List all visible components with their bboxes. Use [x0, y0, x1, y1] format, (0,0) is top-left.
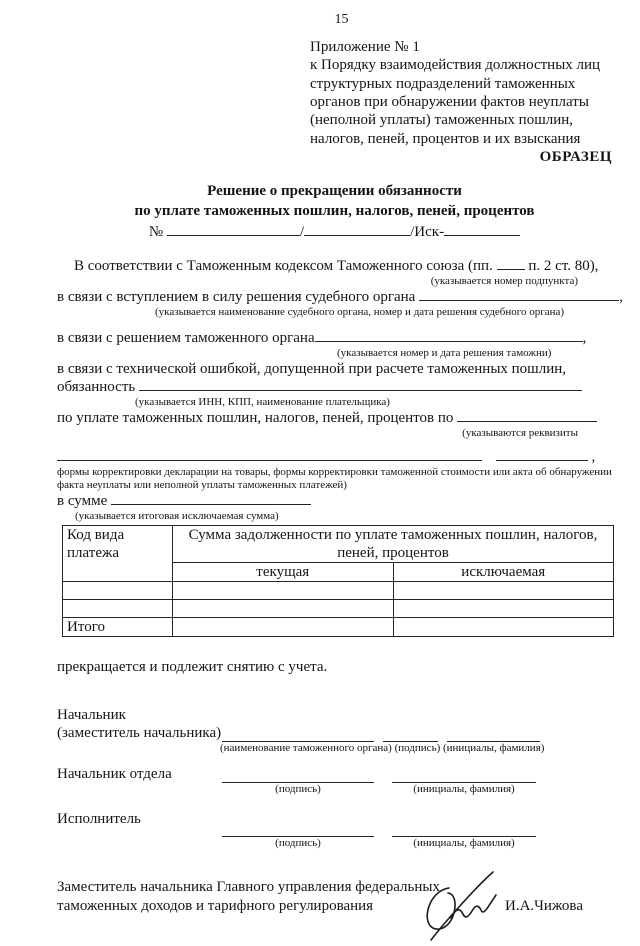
field-caption: (наименование таможенного органа) [220, 741, 392, 754]
blank-field [392, 824, 536, 837]
body-text-segment: обязанность [57, 378, 136, 395]
blank-field [497, 257, 525, 270]
field-caption: (указывается номер подпункта) [430, 274, 578, 287]
field-caption: (подпись) [394, 741, 441, 754]
blank-field [496, 448, 588, 461]
chief-label-line1: Начальник [57, 706, 126, 723]
dept-caption-row [57, 783, 612, 796]
document-number-line [57, 222, 612, 242]
number-separator: / [299, 223, 305, 240]
approver-title-line2: таможенных доходов и тарифного регулирования [57, 897, 374, 914]
blank-field [57, 448, 482, 461]
claim-prefix: /Иск- [410, 223, 445, 240]
body-text-segment: в сумме [57, 492, 108, 509]
sample-label: ОБРАЗЕЦ [539, 149, 612, 166]
field-caption: (указывается номер и дата решения таможни) [337, 346, 552, 359]
table-cell [173, 599, 394, 617]
handwritten-signature [415, 866, 535, 946]
table-cell [63, 581, 173, 599]
body-line [57, 288, 623, 306]
body-text-segment: по уплате таможенных пошлин, налогов, пеней, процентов по [57, 409, 454, 426]
table-header-payment-code: Код вида платежа [63, 525, 173, 581]
body-text [57, 257, 623, 523]
blank-field [167, 223, 300, 236]
dept-head-label: Начальник отдела [57, 765, 172, 782]
blank-field [222, 824, 374, 837]
blank-field [304, 223, 410, 236]
blank-field [315, 329, 583, 342]
table-row [63, 599, 614, 617]
number-prefix: № [148, 223, 164, 240]
appendix-line: налогов, пеней, процентов и их взыскания [310, 130, 581, 147]
table-cell [393, 617, 614, 636]
total-label: Итого [63, 617, 173, 636]
signature-block [57, 706, 612, 850]
executor-caption-row [57, 837, 612, 850]
chief-signature-row [57, 724, 612, 742]
body-line [57, 409, 612, 427]
body-text-segment: , [619, 288, 623, 305]
executor-label: Исполнитель [57, 810, 141, 827]
closing-line: прекращается и подлежит снятию с учета. [57, 658, 328, 675]
title-line-2: по уплате таможенных пошлин, налогов, пеней, процентов [134, 202, 535, 219]
table-row [63, 581, 614, 599]
approver-name: И.А.Чижова [505, 897, 583, 914]
blank-field [222, 770, 374, 783]
body-text-segment: , [582, 329, 587, 346]
table-cell [173, 617, 394, 636]
blank-field [111, 492, 311, 505]
table-header-debt-sum: Сумма задолженности по уплате таможенных пошлин, налогов, пеней, процентов [173, 525, 614, 562]
blank-field [419, 288, 619, 301]
field-caption: формы корректировки декларации на товары, формы корректировки таможенной стоимости или акта об обнаружении [57, 465, 612, 478]
title-line-1: Решение о прекращении обязанности [207, 182, 462, 199]
field-caption: (инициалы, фамилия) [443, 741, 545, 754]
blank-field [457, 409, 597, 422]
blank-field [383, 729, 438, 742]
blank-field [222, 729, 374, 742]
executor-row [57, 810, 612, 837]
body-line [57, 448, 612, 466]
chief-caption-row [57, 742, 612, 755]
appendix-line: органов при обнаружении фактов неуплаты [310, 94, 589, 111]
field-caption: (подпись) [275, 782, 321, 795]
blank-field [447, 729, 540, 742]
body-text-segment: В соответствии с Таможенным кодексом Таможенного союза (пп. [74, 257, 493, 274]
chief-label-line2: (заместитель начальника) [57, 724, 222, 741]
table-cell [393, 581, 614, 599]
blank-field [392, 770, 536, 783]
page-number: 15 [334, 12, 349, 27]
appendix-line: структурных подразделений таможенных [310, 75, 576, 92]
field-caption: факта неуплаты или неполной уплаты таможенных платежей) [57, 478, 347, 491]
body-line [57, 257, 612, 275]
field-caption: (указывается ИНН, КПП, наименование плательщика) [135, 395, 390, 408]
body-text-segment: в связи с вступлением в силу решения судебного органа [57, 288, 416, 305]
body-line: в связи с технической ошибкой, допущенной при расчете таможенных пошлин, [57, 360, 567, 377]
table-cell [393, 599, 614, 617]
table-subheader-current: текущая [173, 562, 394, 581]
body-text-segment: , [591, 448, 596, 465]
table-total-row [63, 617, 614, 636]
document-title [57, 181, 612, 242]
table-cell [63, 599, 173, 617]
field-caption: (инициалы, фамилия) [413, 782, 515, 795]
field-caption: (подпись) [275, 836, 321, 849]
appendix-line: (неполной уплаты) таможенных пошлин, [310, 112, 574, 129]
appendix-block [310, 38, 612, 167]
field-caption: (указывается наименование судебного органа, номер и дата решения судебного органа) [155, 305, 565, 318]
table-cell [173, 581, 394, 599]
body-text-segment: в связи с решением таможенного органа [57, 329, 315, 346]
blank-field [444, 223, 520, 236]
approver-block [57, 878, 612, 916]
table-subheader-excluded: исключаемая [393, 562, 614, 581]
field-caption: (указываются реквизиты [462, 426, 578, 439]
body-line [57, 492, 612, 510]
blank-field [139, 378, 582, 391]
body-line [57, 378, 612, 396]
dept-head-row [57, 765, 612, 783]
body-text-segment: п. 2 ст. 80), [528, 257, 599, 274]
field-caption: (указывается итоговая исключаемая сумма) [75, 509, 279, 522]
appendix-line: Приложение № 1 [310, 38, 420, 55]
appendix-line: к Порядку взаимодействия должностных лиц [310, 57, 601, 74]
body-line [57, 329, 612, 347]
field-caption: (инициалы, фамилия) [413, 836, 515, 849]
approver-title-line1: Заместитель начальника Главного управления федеральных [57, 878, 440, 895]
debt-table [62, 525, 614, 637]
